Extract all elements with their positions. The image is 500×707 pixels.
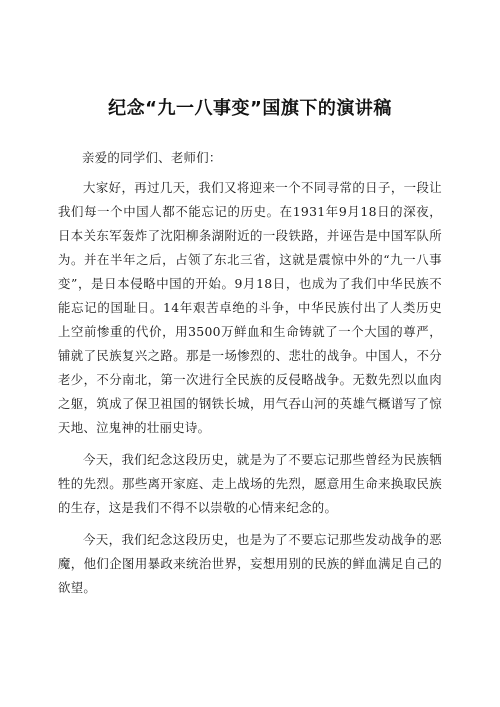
paragraph-3: 今天，我们纪念这段历史，也是为了不要忘记那些发动战争的恶魔，他们企图用暴政来统治世界，妄想用别的民族的鲜血满足自己的欲望。 <box>58 532 442 595</box>
speech-body <box>58 146 442 608</box>
document-title: 纪念“九一八事变”国旗下的演讲稿 <box>108 98 392 119</box>
paragraph-2: 今天，我们纪念这段历史，就是为了不要忘记那些曾经为民族牺牲的先烈。那些离开家庭、走上战场的先烈，愿意用生命来换取民族的生存，这是我们不得不以崇敬的心情来纪念的。 <box>58 452 442 515</box>
salutation: 亲爱的同学们、老师们： <box>82 150 222 165</box>
paragraph-1: 大家好，再过几天，我们又将迎来一个不同寻常的日子，一段让我们每一个中国人都不能忘记的历史。在1931年9月18日的深夜，日本关东军轰炸了沈阳柳条湖附近的一段铁路，并诬告是中国军队所为。并在半年之后，占领了东北三省，这就是震惊中外的“九一八事变”，是日本侵略中国的开始。9月18日，也成为了我们中华民族不能忘记的国耻日。14年艰苦卓绝的斗争，中华民族付出了人类历史上空前惨重的代价，用3500万鲜血和生命铸就了一个大国的尊严，铺就了民族复兴之路。那是一场惨烈的、悲壮的战争。中国人，不分老少，不分南北，第一次进行全民族的反侵略战争。无数先烈以血肉之躯，筑成了保卫祖国的钢铁长城，用气吞山河的英雄气概谱写了惊天地、泣鬼神的壮丽史诗。 <box>58 180 442 435</box>
